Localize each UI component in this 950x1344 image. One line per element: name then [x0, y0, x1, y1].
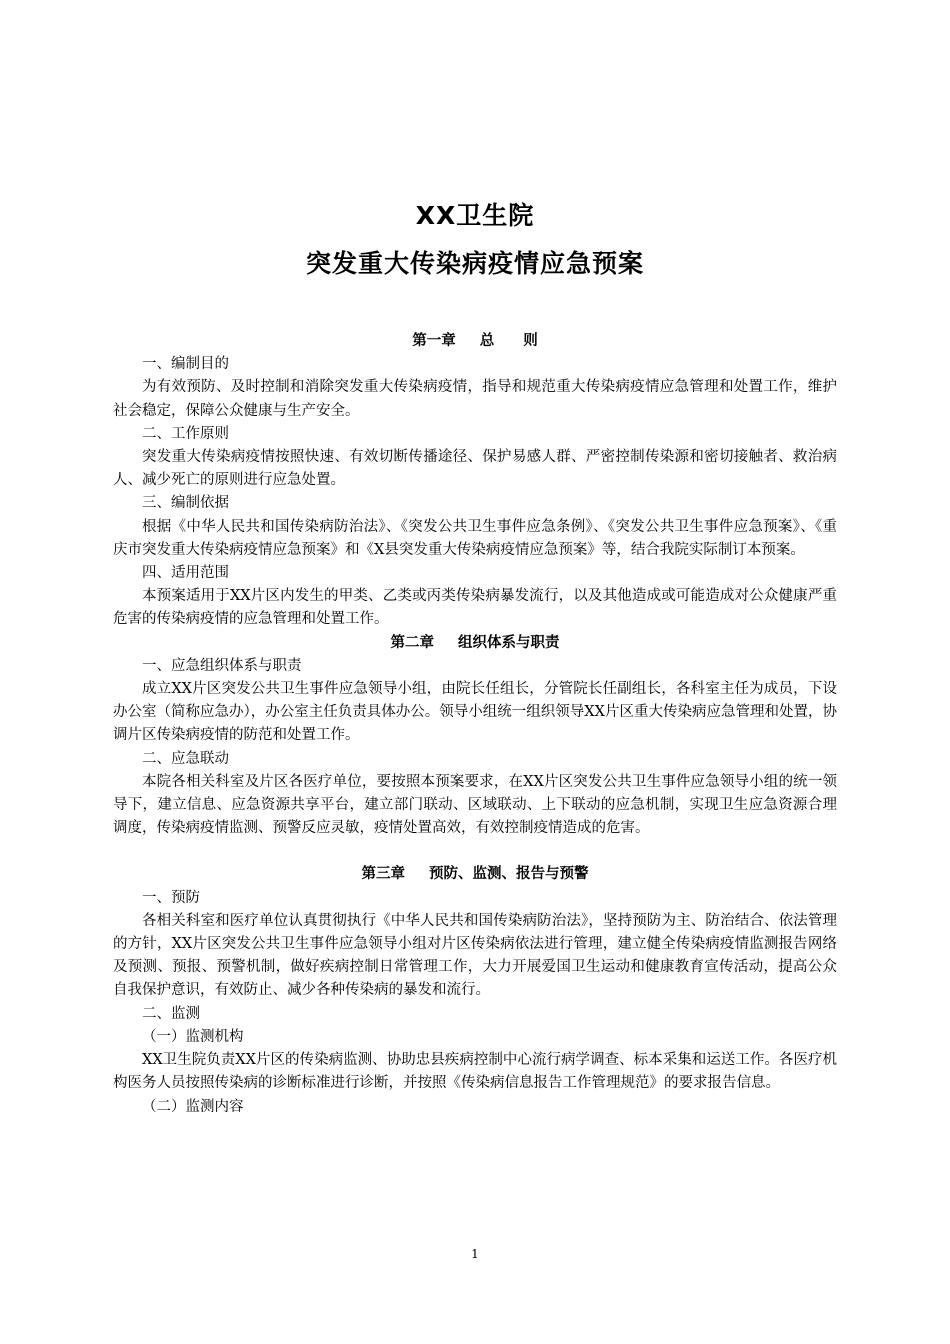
paragraph: 成立XX片区突发公共卫生事件应急领导小组，由院长任组长，分管院长任副组长，各科室主任为成员，下设办公室（简称应急办），办公室主任负责具体办公。领导小组统一组织领导XX片区重大传染病应急管理和处置，协调片区传染病疫情的防范和处置工作。	[113, 681, 837, 744]
document-title-line1: XX卫生院	[415, 201, 535, 230]
section-heading: 二、监测	[142, 1005, 200, 1022]
paragraph: 为有效预防、及时控制和消除突发重大传染病疫情，指导和规范重大传染病疫情应急管理和处置工作，维护社会稳定，保障公众健康与生产安全。	[113, 379, 837, 419]
paragraph: XX卫生院负责XX片区的传染病监测、协助忠县疾病控制中心流行病学调查、标本采集和运送工作。各医疗机构医务人员按照传染病的诊断标准进行诊断，并按照《传染病信息报告工作管理规范》的要求报告信息。	[113, 1052, 837, 1092]
chapter-1-name: 总 则	[479, 333, 538, 349]
paragraph: 本院各相关科室及片区各医疗单位，要按照本预案要求，在XX片区突发公共卫生事件应急领导小组的统一领导下，建立信息、应急资源共享平台，建立部门联动、区域联动、上下联动的应急机制，实现卫生应急资源合理调度，传染病疫情监测、预警反应灵敏，疫情处置高效，有效控制疫情造成的危害。	[113, 773, 837, 837]
chapter-3-heading	[113, 863, 837, 886]
section-heading: 三、编制依据	[142, 495, 229, 512]
chapter-2-name: 组织体系与职责	[458, 634, 560, 651]
document-title-line2: 突发重大传染病疫情应急预案	[305, 249, 644, 278]
chapter-1-label: 第一章	[412, 333, 456, 349]
paragraph: 本预案适用于XX片区内发生的甲类、乙类或丙类传染病暴发流行，以及其他造成或可能造成对公众健康严重危害的传染病疫情的应急管理和处置工作。	[113, 588, 837, 628]
section-heading: 一、编制目的	[142, 356, 229, 373]
paragraph: 根据《中华人民共和国传染病防治法》、《突发公共卫生事件应急条例》、《突发公共卫生事件应急预案》、《重庆市突发重大传染病疫情应急预案》和《X县突发重大传染病疫情应急预案》等，结合我院实际制订本预案。	[113, 518, 837, 558]
section-heading: 四、适用范围	[142, 565, 229, 582]
section-heading: 二、应急联动	[142, 750, 229, 767]
subsection-heading: （二）监测内容	[142, 1098, 244, 1115]
chapter-3-name: 预防、监测、报告与预警	[429, 866, 589, 883]
paragraph: 各相关科室和医疗单位认真贯彻执行《中华人民共和国传染病防治法》，坚持预防为主、防治结合、依法管理的方针，XX片区突发公共卫生事件应急领导小组对片区传染病依法进行管理，建立健全传染病疫情监测报告网络及预测、预报、预警机制，做好疾病控制日常管理工作，大力开展爱国卫生运动和健康教育宣传活动，提高公众自我保护意识，有效防止、减少各种传染病的暴发和流行。	[113, 912, 837, 999]
section-heading: 一、应急组织体系与职责	[142, 657, 302, 674]
section-heading: 二、工作原则	[142, 425, 229, 442]
section-heading: 一、预防	[142, 889, 200, 906]
chapter-3-label: 第三章	[361, 866, 405, 883]
chapter-1-heading	[113, 330, 837, 353]
document-body	[113, 330, 837, 1119]
paragraph: 突发重大传染病疫情按照快速、有效切断传播途径、保护易感人群、严密控制传染源和密切接触者、救治病人、减少死亡的原则进行应急处置。	[113, 449, 837, 489]
page-number: 1	[471, 1247, 479, 1261]
chapter-2-heading	[113, 632, 837, 655]
blank-line	[113, 840, 837, 863]
subsection-heading: （一）监测机构	[142, 1028, 244, 1045]
chapter-2-label: 第二章	[390, 634, 434, 651]
